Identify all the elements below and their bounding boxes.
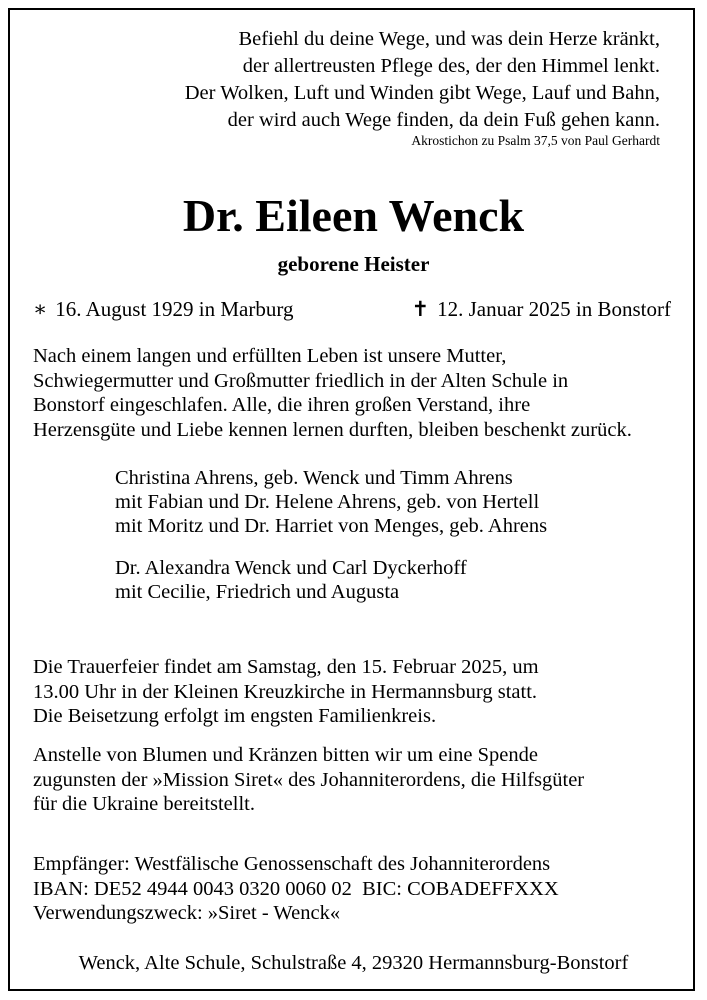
family-line: mit Fabian und Dr. Helene Ahrens, geb. von Hertell	[115, 491, 540, 513]
obituary-notice	[8, 8, 695, 991]
bank-reference: Verwendungszweck: »Siret - Wenck«	[33, 902, 341, 924]
text-line: zugunsten der »Mission Siret« des Johanniterordens, die Hilfsgüter	[33, 768, 585, 791]
text-line: Anstelle von Blumen und Kränzen bitten wir um eine Spende	[33, 744, 538, 766]
family-line: Dr. Alexandra Wenck und Carl Dyckerhoff	[115, 557, 467, 579]
contact-address: Wenck, Alte Schule, Schulstraße 4, 29320 Hermannsburg-Bonstorf	[78, 952, 629, 974]
poem-line: Der Wolken, Luft und Winden gibt Wege, Lauf und Bahn,	[184, 82, 660, 104]
birth-date	[33, 297, 293, 322]
death-date	[411, 297, 671, 322]
poem-line: der allertreusten Pflege des, der den Himmel lenkt.	[242, 55, 660, 77]
family-line: mit Cecilie, Friedrich und Augusta	[115, 581, 400, 603]
bank-details	[33, 852, 559, 926]
birth-star-icon: ∗	[33, 297, 48, 321]
bank-recipient: Empfänger: Westfälische Genossenschaft des Johanniterordens	[33, 853, 551, 875]
poem-source: Akrostichon zu Psalm 37,5 von Paul Gerhardt	[411, 133, 660, 148]
maiden-name: geborene Heister	[277, 252, 430, 276]
birth-text: 16. August 1929 in Marburg	[55, 297, 294, 321]
text-line: Die Trauerfeier findet am Samstag, den 15. Februar 2025, um	[33, 656, 539, 678]
death-cross-icon: ✝	[411, 297, 430, 321]
text-line: Nach einem langen und erfüllten Leben ist unsere Mutter,	[33, 345, 507, 367]
poem	[185, 26, 660, 134]
text-line: Die Beisetzung erfolgt im engsten Familienkreis.	[33, 705, 437, 727]
text-line: Schwiegermutter und Großmutter friedlich in der Alten Schule in	[33, 369, 569, 392]
bank-iban: IBAN: DE52 4944 0043 0320 0060 02 BIC: COBADEFFXXX	[33, 877, 559, 900]
text-line: für die Ukraine bereitstellt.	[33, 793, 255, 815]
announcement-paragraph	[33, 344, 632, 442]
family-group-1	[115, 466, 547, 538]
death-text: 12. Januar 2025 in Bonstorf	[437, 297, 671, 321]
donation-paragraph	[33, 743, 584, 817]
poem-line: der wird auch Wege finden, da dein Fuß gehen kann.	[227, 109, 660, 131]
text-line: Herzensgüte und Liebe kennen lernen durften, bleiben beschenkt zurück.	[33, 418, 632, 441]
family-line: mit Moritz und Dr. Harriet von Menges, geb. Ahrens	[115, 515, 548, 537]
family-group-2	[115, 556, 467, 604]
poem-line: Befiehl du deine Wege, und was dein Herze kränkt,	[238, 28, 660, 50]
deceased-name: Dr. Eileen Wenck	[182, 190, 525, 241]
text-line: Bonstorf eingeschlafen. Alle, die ihren großen Verstand, ihre	[33, 394, 531, 416]
family-line: Christina Ahrens, geb. Wenck und Timm Ahrens	[115, 467, 513, 489]
funeral-paragraph	[33, 655, 539, 729]
text-line: 13.00 Uhr in der Kleinen Kreuzkirche in Hermannsburg statt.	[33, 680, 538, 703]
